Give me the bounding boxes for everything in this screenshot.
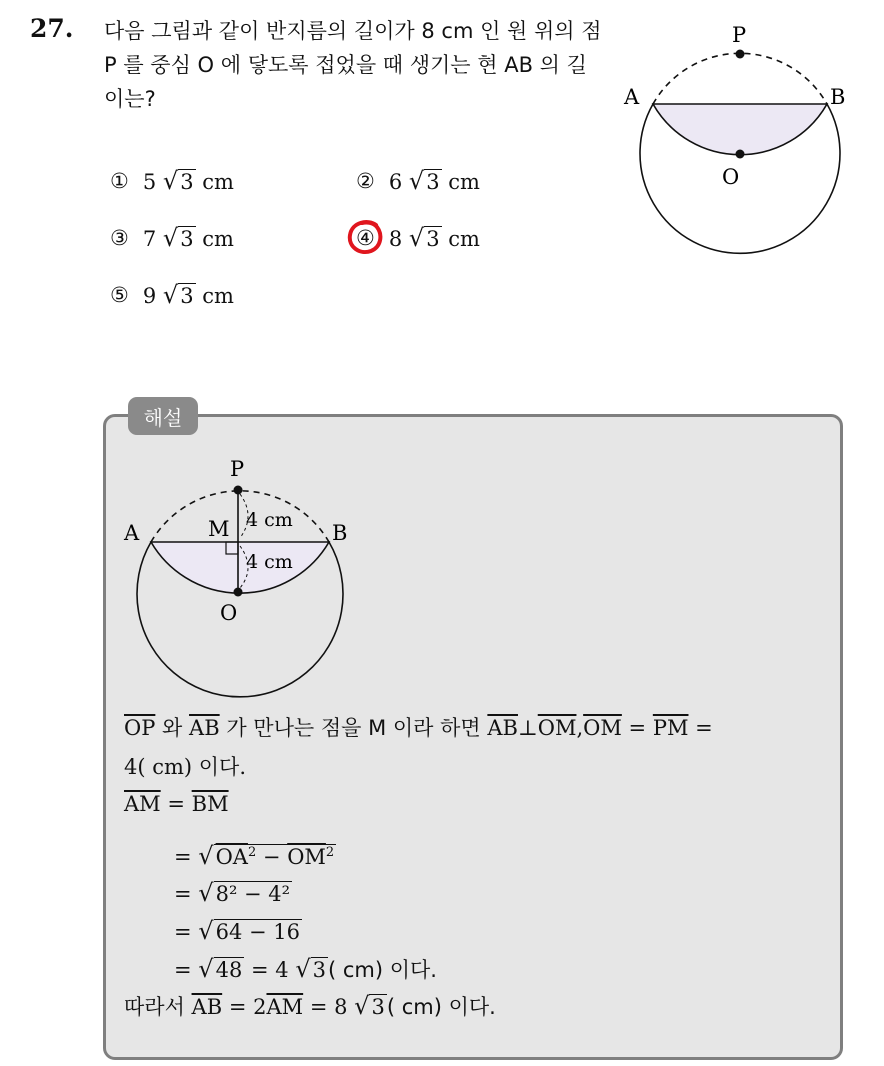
choice-5[interactable]: ⑤ 9 √3 cm <box>110 281 234 309</box>
solution-eq-2: = √8² − 4² <box>174 879 291 907</box>
choice-1[interactable]: ① 5 √3 cm <box>110 167 234 195</box>
solution-eq-3: = √64 − 16 <box>174 917 300 945</box>
solution-conclusion: 따라서 $\overline{AB} = 2\overline{AM} = 8$ √3( cm) 이다. <box>124 992 496 1020</box>
s-label-seg2: 4 cm <box>246 551 293 573</box>
s-label-b: B <box>332 521 348 545</box>
s-label-m: M <box>208 517 230 541</box>
solution-tab: 해설 <box>128 397 198 435</box>
solution-eq-1: = $√OA^2 - \overline{OM}^2$ <box>174 842 335 870</box>
answer-mark-icon <box>346 217 386 257</box>
s-label-o: O <box>220 601 238 625</box>
choice-2[interactable]: ② 6 √3 cm <box>356 167 480 195</box>
solution-figure <box>118 450 378 700</box>
s-label-p: P <box>230 457 245 481</box>
solution-line-1: $\overline{OP}$ 와 $\overline{AB}$ 가 만나는 점을 M 이라 하면 $\overline{AB}\perp\overline{OM},\overline{OM} = \overline{PM}$ = <box>124 716 713 740</box>
question-figure <box>620 18 860 268</box>
q-label-o: O <box>722 165 740 189</box>
choice-number: ③ <box>110 226 129 250</box>
q-label-p: P <box>732 23 747 47</box>
choice-number: ① <box>110 169 129 193</box>
choice-number: ④ <box>356 226 375 250</box>
s-label-seg1: 4 cm <box>246 509 293 531</box>
q-label-b: B <box>830 85 846 109</box>
question-text: 다음 그림과 같이 반지름의 길이가 8 cm 인 원 위의 점 P 를 중심 O 에 닿도록 접었을 때 생기는 현 AB 의 길이는? <box>104 19 602 111</box>
choice-number: ⑤ <box>110 283 129 307</box>
question-number: 27. <box>30 14 74 43</box>
q-label-a: A <box>624 85 640 109</box>
solution-eq-4: = √48 = 4 √3( cm) 이다. <box>174 955 437 983</box>
choice-4[interactable]: ④ 8 √3 cm <box>356 224 480 252</box>
choice-number: ② <box>356 169 375 193</box>
solution-line-2: 4( cm) 이다. <box>124 755 247 779</box>
choice-3[interactable]: ③ 7 √3 cm <box>110 224 234 252</box>
solution-line-3: $\overline{AM} = \overline{BM}$ <box>124 792 229 816</box>
s-label-a: A <box>124 521 140 545</box>
